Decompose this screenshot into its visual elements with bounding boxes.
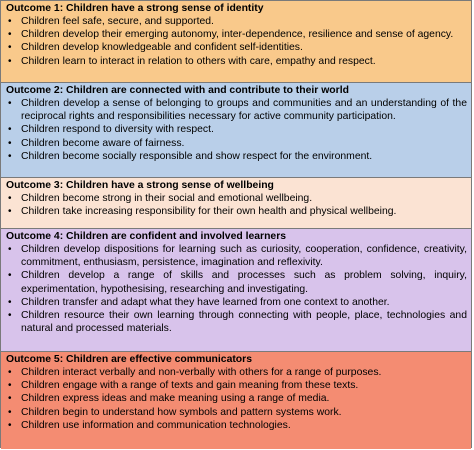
list-item: • Children engage with a range of texts and gain meaning from these texts. xyxy=(6,379,467,392)
outcome-2-title: Outcome 2: Children are connected with and contribute to their world xyxy=(6,85,349,96)
list-item: • Children interact verbally and non-verbally with others for a range of purposes. xyxy=(6,366,467,379)
outcome-4-title: Outcome 4: Children are confident and involved learners xyxy=(6,231,287,242)
outcome-3-list xyxy=(6,192,467,218)
outcome-4-list xyxy=(6,243,467,335)
outcome-4-section xyxy=(1,229,471,352)
list-item: • Children resource their own learning through connecting with people, place, technologies and natural and processed materials. xyxy=(6,309,467,335)
list-item: • Children become aware of fairness. xyxy=(6,137,467,150)
outcome-5-section xyxy=(1,352,471,449)
outcome-5-list xyxy=(6,366,467,432)
list-item: • Children use information and communication technologies. xyxy=(6,419,467,432)
list-item: • Children develop a sense of belonging to groups and communities and an understanding of the reciprocal rights and responsibilities necessary for active community participation. xyxy=(6,97,467,123)
list-item: • Children feel safe, secure, and supported. xyxy=(6,15,467,28)
outcome-3-section xyxy=(1,178,471,229)
list-item: • Children develop knowledgeable and confident self-identities. xyxy=(6,41,467,54)
list-item: • Children respond to diversity with respect. xyxy=(6,123,467,136)
list-item: • Children express ideas and make meaning using a range of media. xyxy=(6,392,467,405)
outcome-1-section xyxy=(1,1,471,83)
list-item: • Children become strong in their social and emotional wellbeing. xyxy=(6,192,467,205)
outcome-5-title: Outcome 5: Children are effective communicators xyxy=(6,354,252,365)
outcome-2-list xyxy=(6,97,467,163)
outcome-2-section xyxy=(1,83,471,178)
outcome-1-list xyxy=(6,15,467,68)
list-item: • Children develop a range of skills and processes such as problem solving, inquiry, experimentation, hypothesising, researching and investigating. xyxy=(6,269,467,295)
list-item: • Children learn to interact in relation to others with care, empathy and respect. xyxy=(6,55,467,68)
list-item: • Children transfer and adapt what they have learned from one context to another. xyxy=(6,296,467,309)
list-item: • Children become socially responsible and show respect for the environment. xyxy=(6,150,467,163)
list-item: • Children begin to understand how symbols and pattern systems work. xyxy=(6,406,467,419)
outcome-1-title: Outcome 1: Children have a strong sense of identity xyxy=(6,3,264,14)
list-item: • Children develop their emerging autonomy, inter-dependence, resilience and sense of agency. xyxy=(6,28,467,41)
list-item: • Children take increasing responsibility for their own health and physical wellbeing. xyxy=(6,205,467,218)
outcome-3-title: Outcome 3: Children have a strong sense of wellbeing xyxy=(6,180,274,191)
list-item: • Children develop dispositions for learning such as curiosity, cooperation, confidence, creativity, commitment, enthusiasm, persistence, imagination and reflexivity. xyxy=(6,243,467,269)
